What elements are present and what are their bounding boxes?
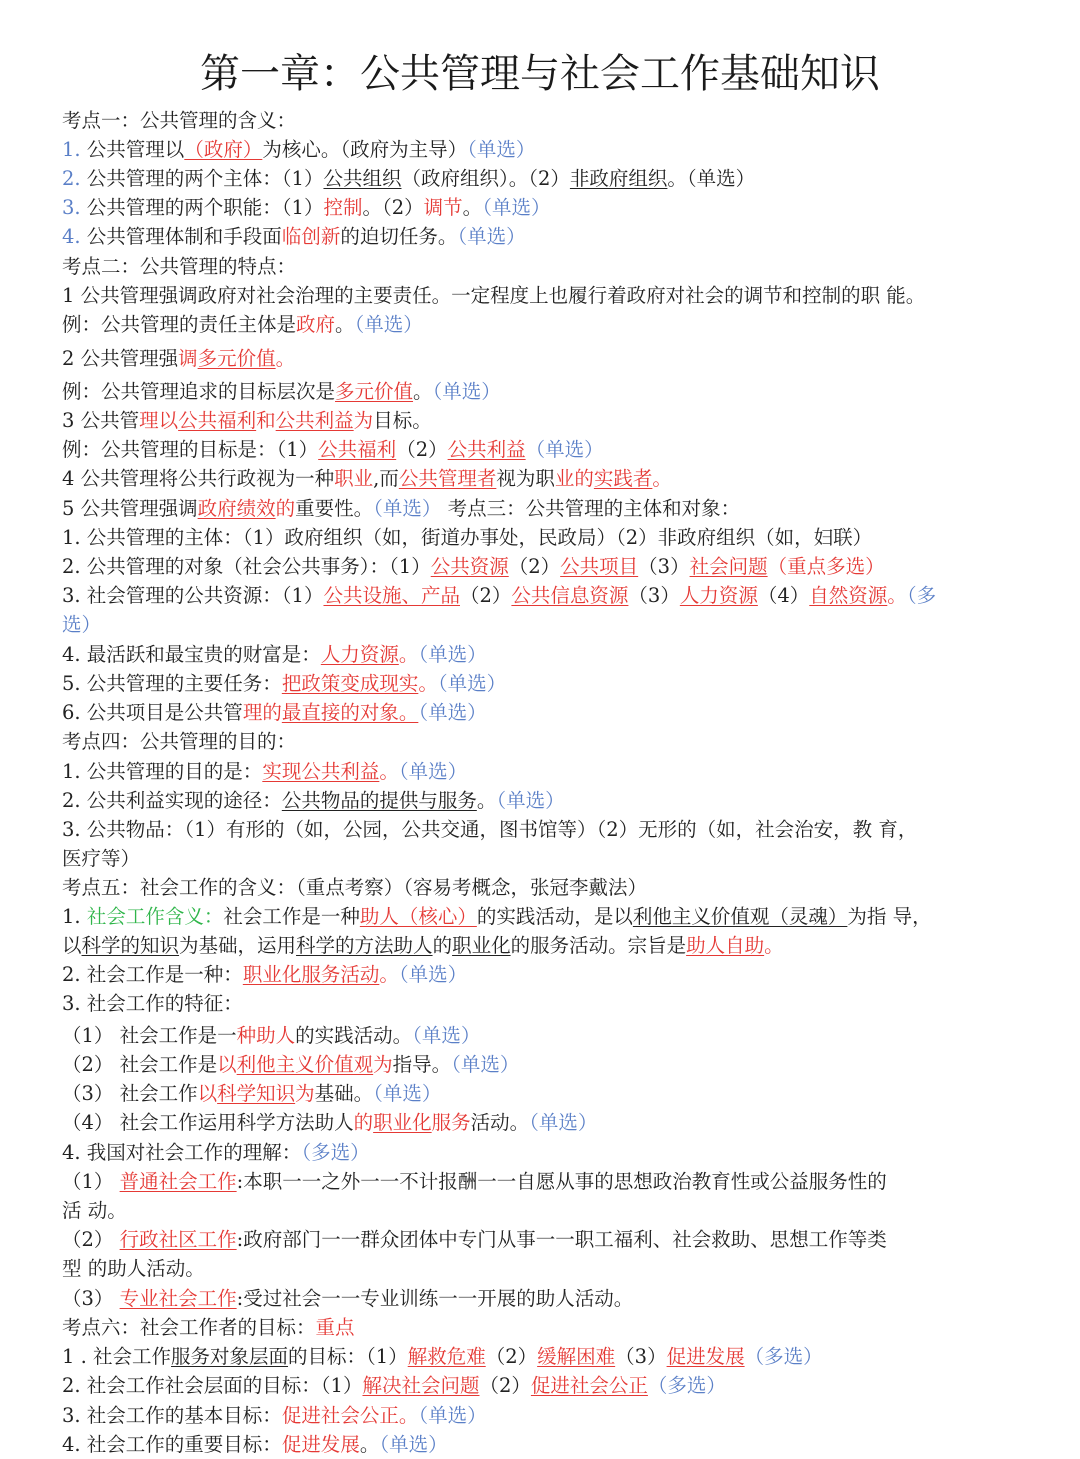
text-segment: （2）: [479, 1374, 531, 1397]
highlighted-text: 。: [275, 347, 296, 370]
text-line: [62, 1430, 1022, 1459]
highlighted-text: （多选）: [744, 1345, 823, 1368]
text-line: [62, 222, 1022, 251]
highlighted-text: 服务: [431, 1111, 471, 1134]
highlighted-text: 科学的方法助人: [296, 934, 433, 957]
text-segment: （2）: [459, 584, 512, 607]
text-segment: ,而: [373, 467, 399, 490]
highlighted-text: （多选）: [647, 1374, 726, 1397]
text-segment: 活动。: [470, 1111, 530, 1134]
text-line: [62, 844, 1022, 873]
highlighted-text: 为: [373, 1053, 393, 1076]
text-line: [62, 727, 1022, 756]
text-segment: 公共管理的两个主体：（1）: [80, 167, 324, 190]
text-segment: 的服务活动。宗旨是: [510, 934, 687, 957]
highlighted-text: 调节: [423, 196, 463, 219]
highlighted-text: 重点: [315, 1316, 355, 1339]
highlighted-text: 服务对象层面: [171, 1345, 289, 1368]
highlighted-text: 行政社区工作: [119, 1228, 237, 1251]
text-line: [62, 494, 1022, 523]
highlighted-text: （单选）: [379, 1433, 448, 1456]
highlighted-text: 促进发展: [666, 1345, 745, 1368]
highlighted-text: （单选）: [373, 497, 442, 520]
text-segment: 公共管理体制和手段面: [80, 225, 282, 248]
highlighted-text: 职业化: [373, 1111, 432, 1134]
highlighted-text: 和: [256, 409, 276, 432]
text-segment: 。（2）: [362, 196, 424, 219]
highlighted-text: （单选）: [418, 701, 487, 724]
text-line: [62, 435, 1022, 464]
text-segment: 。: [413, 380, 433, 403]
highlighted-text: （单选）: [354, 313, 423, 336]
text-segment: :政府部门一一群众团体中专门从事一一职工福利、社会救助、思想工作等类: [236, 1228, 887, 1251]
highlighted-text: （单选）: [496, 789, 565, 812]
highlighted-text: 的: [353, 1111, 374, 1134]
text-segment: 公共管理的两个职能：（1）: [80, 196, 324, 219]
highlighted-text: 把政策变成现实: [281, 672, 419, 695]
text-segment: 考点五：社会工作的含义：（重点考察）（容易考概念，张冠李戴法）: [62, 876, 648, 899]
text-segment: 考点六：社会工作者的目标：: [62, 1316, 316, 1339]
text-segment: 视为职: [496, 467, 555, 490]
highlighted-text: 助人（核心）: [359, 905, 477, 928]
text-segment: 指导。: [392, 1053, 452, 1076]
highlighted-text: 自然资源: [809, 584, 888, 607]
highlighted-text: （单选）: [418, 1404, 487, 1427]
text-segment: 的实践活动。: [295, 1024, 413, 1047]
highlighted-text: 社会工作含义：: [86, 905, 224, 928]
text-segment: （4）: [757, 584, 810, 607]
highlighted-text: （单选）: [529, 1111, 598, 1134]
text-segment: 1. 公共管理的主体：（1）政府组织（如，街道办事处，民政局）（2）非政府组织（如，妇联）: [62, 526, 873, 549]
highlighted-text: 政府: [296, 313, 336, 336]
text-line: [62, 786, 1022, 815]
text-segment: 1. 公共管理的目的是：: [62, 760, 263, 783]
page-title: 第一章：公共管理与社会工作基础知识: [200, 51, 880, 97]
text-segment: 5 公共管理强调: [62, 497, 198, 520]
text-segment: 。: [359, 1433, 380, 1456]
text-segment: :受过社会一一专业训练一一开展的助人活动。: [236, 1287, 634, 1310]
highlighted-text: 调: [178, 347, 198, 370]
highlighted-text: 。: [379, 963, 399, 986]
text-segment: 。: [335, 313, 355, 336]
highlighted-text: 。: [418, 672, 438, 695]
text-segment: 6. 公共项目是公共管: [62, 701, 243, 724]
text-line: [62, 1254, 1022, 1283]
highlighted-text: 种助人: [236, 1024, 296, 1047]
text-line: [62, 310, 1022, 339]
text-line: [62, 931, 1022, 960]
highlighted-text: 促进社会公正: [281, 1404, 399, 1427]
highlighted-text: （单选）: [398, 760, 468, 783]
highlighted-text: （多: [906, 584, 937, 607]
highlighted-text: 非政府组织: [569, 167, 668, 190]
text-line: [62, 610, 1022, 639]
text-segment: （1） 社会工作是一: [62, 1024, 237, 1047]
text-segment: （1）: [62, 1170, 120, 1193]
text-segment: （3）: [638, 555, 690, 578]
highlighted-text: （单选）: [437, 672, 507, 695]
text-line: [62, 815, 1022, 844]
text-segment: 为指 导，: [847, 905, 932, 928]
highlighted-text: （单选）: [525, 438, 604, 461]
text-line: [62, 106, 1022, 135]
text-segment: 3 公共管: [62, 409, 140, 432]
text-line: [62, 757, 1022, 786]
highlighted-text: 利他主义价值观: [236, 1053, 374, 1076]
text-line: [62, 1079, 1022, 1108]
text-segment: （3）: [628, 584, 680, 607]
text-segment: 2. 公共利益实现的途径：: [62, 789, 282, 812]
highlighted-text: 临创新: [281, 225, 341, 248]
highlighted-text: （单选）: [482, 196, 551, 219]
highlighted-text: 公共福利: [318, 438, 397, 461]
highlighted-text: 多元价值: [197, 347, 276, 370]
text-segment: 社会工作是一种: [223, 905, 360, 928]
highlighted-text: 人力资源: [320, 643, 399, 666]
text-line: [62, 698, 1022, 727]
highlighted-text: （单选）: [432, 380, 501, 403]
highlighted-text: 缓解困难: [537, 1345, 616, 1368]
highlighted-text: 公共利益: [275, 409, 354, 432]
highlighted-text: 。: [398, 1404, 419, 1427]
text-segment: （3） 社会工作: [62, 1082, 198, 1105]
highlighted-text: 选）: [62, 613, 102, 636]
highlighted-text: 多元价值: [335, 380, 414, 403]
text-segment: 例：公共管理追求的目标层次是: [62, 380, 336, 403]
text-line: [62, 640, 1022, 669]
highlighted-text: 。: [398, 643, 419, 666]
text-segment: 考点二：公共管理的特点：: [62, 255, 297, 278]
text-segment: 的迫切任务。: [340, 225, 458, 248]
highlighted-text: （单选）: [398, 963, 468, 986]
text-segment: （2）: [396, 438, 448, 461]
text-segment: （2）: [508, 555, 561, 578]
text-segment: 3. 社会管理的公共资源：（1）: [62, 584, 324, 607]
text-segment: 重要性。: [295, 497, 374, 520]
text-segment: 型 的助人活动。: [62, 1257, 205, 1280]
text-line: [62, 1108, 1022, 1137]
text-segment: 医疗等）: [62, 847, 141, 870]
highlighted-text: （政府）: [184, 138, 263, 161]
text-segment: （2）: [62, 1228, 120, 1251]
text-segment: 基础。: [314, 1082, 374, 1105]
highlighted-text: 人力资源: [679, 584, 758, 607]
highlighted-text: 以: [217, 1053, 237, 1076]
text-segment: 例：公共管理的责任主体是: [62, 313, 297, 336]
highlighted-text: 公共项目: [560, 555, 639, 578]
highlighted-text: 职业: [334, 467, 374, 490]
highlighted-text: （单选）: [451, 1053, 520, 1076]
highlighted-text: 公共管理者: [398, 467, 497, 490]
text-segment: 公共管理以: [80, 138, 185, 161]
highlighted-text: 理的: [242, 701, 282, 724]
text-segment: 3. 社会工作的基本目标：: [62, 1404, 282, 1427]
text-line: [62, 377, 1022, 406]
text-line: [62, 1284, 1022, 1313]
text-line: [62, 523, 1022, 552]
text-segment: 为基础，运用: [179, 934, 297, 957]
text-line: [62, 1138, 1022, 1167]
highlighted-text: 。: [764, 934, 784, 957]
highlighted-text: 促进社会公正: [530, 1374, 648, 1397]
text-line: [62, 1196, 1022, 1225]
text-segment: （3）: [62, 1287, 120, 1310]
text-line: [62, 1401, 1022, 1430]
highlighted-text: 为: [353, 409, 374, 432]
highlighted-text: 公共物品的提供与服务: [281, 789, 477, 812]
text-segment: 。（单选）: [667, 167, 756, 190]
text-line: [62, 1313, 1022, 1342]
text-line: [62, 960, 1022, 989]
text-segment: 的目标：（1）: [288, 1345, 408, 1368]
highlighted-text: （单选）: [457, 225, 526, 248]
text-segment: 2. 社会工作社会层面的目标：（1）: [62, 1374, 363, 1397]
highlighted-text: 公共资源: [430, 555, 509, 578]
highlighted-text: 1.: [62, 138, 81, 161]
text-line: [62, 902, 1022, 931]
text-line: [62, 464, 1022, 493]
highlighted-text: 实现公共利益: [262, 760, 380, 783]
text-segment: 考点一：公共管理的含义：: [62, 109, 297, 132]
highlighted-text: 科学的知识: [81, 934, 180, 957]
highlighted-text: 解救危难: [407, 1345, 486, 1368]
highlighted-text: 2.: [62, 167, 81, 190]
text-line: [62, 252, 1022, 281]
highlighted-text: 公共福利: [178, 409, 257, 432]
text-line: [62, 1050, 1022, 1079]
text-segment: （3）: [615, 1345, 667, 1368]
text-segment: （2） 社会工作是: [62, 1053, 218, 1076]
highlighted-text: （单选）: [418, 643, 487, 666]
highlighted-text: 以: [197, 1082, 218, 1105]
text-line: [62, 1225, 1022, 1254]
highlighted-text: 职业化: [452, 934, 511, 957]
text-line: [62, 406, 1022, 435]
highlighted-text: （单选）: [467, 138, 536, 161]
text-line: [62, 344, 1022, 373]
highlighted-text: 促进发展: [281, 1433, 360, 1456]
text-line: [62, 281, 1022, 310]
text-segment: 活 动。: [62, 1199, 127, 1222]
text-segment: 考点四：公共管理的目的：: [62, 730, 297, 753]
text-segment: 4. 社会工作的重要目标：: [62, 1433, 282, 1456]
highlighted-text: （重点多选）: [767, 555, 885, 578]
highlighted-text: 为: [295, 1082, 315, 1105]
highlighted-text: 政府绩效: [197, 497, 276, 520]
text-segment: 3. 社会工作的特征：: [62, 992, 243, 1015]
highlighted-text: （多选）: [301, 1141, 370, 1164]
text-line: [62, 873, 1022, 902]
text-segment: 5. 公共管理的主要任务：: [62, 672, 282, 695]
text-segment: 3. 公共物品：（1）有形的（如，公园，公共交通，图书馆等）（2）无形的（如，社会治安，教 育，: [62, 818, 918, 841]
highlighted-text: 解决社会问题: [362, 1374, 480, 1397]
highlighted-text: 。: [887, 584, 907, 607]
text-line: [62, 1021, 1022, 1050]
highlighted-text: 普通社会工作: [119, 1170, 237, 1193]
text-segment: （4） 社会工作运用科学方法助人: [62, 1111, 354, 1134]
text-segment: 为核心。（政府为主导）: [262, 138, 468, 161]
highlighted-text: 公共利益: [447, 438, 526, 461]
highlighted-text: 。: [652, 467, 672, 490]
highlighted-text: （单选）: [373, 1082, 442, 1105]
text-segment: :本职一一之外一一不计报酬一一自愿从事的思想政治教育性或公益服务性的: [236, 1170, 887, 1193]
text-segment: 2. 社会工作是一种：: [62, 963, 243, 986]
text-line: [62, 164, 1022, 193]
text-segment: 1.: [62, 905, 87, 928]
highlighted-text: 3.: [62, 196, 81, 219]
highlighted-text: 职业化服务活动: [242, 963, 380, 986]
text-segment: 。: [462, 196, 483, 219]
highlighted-text: 4.: [62, 225, 81, 248]
highlighted-text: 公共信息资源: [511, 584, 629, 607]
highlighted-text: 公共组织: [323, 167, 402, 190]
text-segment: 1 . 社会工作: [62, 1345, 172, 1368]
highlighted-text: 公共设施、产品: [323, 584, 460, 607]
highlighted-text: 控制: [323, 196, 363, 219]
highlighted-text: 业的: [554, 467, 594, 490]
text-segment: 例：公共管理的目标是：（1）: [62, 438, 319, 461]
text-segment: 2 公共管理强: [62, 347, 179, 370]
text-line: [62, 552, 1022, 581]
highlighted-text: 理以: [139, 409, 179, 432]
text-segment: 考点三：公共管理的主体和对象：: [441, 497, 741, 520]
highlighted-text: 科学知识: [217, 1082, 296, 1105]
highlighted-text: 。: [379, 760, 399, 783]
highlighted-text: 专业社会工作: [119, 1287, 237, 1310]
text-line: [62, 1342, 1022, 1371]
text-segment: 4. 最活跃和最宝贵的财富是：: [62, 643, 321, 666]
highlighted-text: 利他主义价值观（灵魂）: [632, 905, 848, 928]
text-segment: （2）: [485, 1345, 538, 1368]
text-segment: 的实践活动，是以: [476, 905, 633, 928]
text-line: [62, 1167, 1022, 1196]
text-line: [62, 1371, 1022, 1400]
text-segment: 1 公共管理强调政府对社会治理的主要责任。一定程度上也履行着政府对社会的调节和控制的职 能。: [62, 284, 926, 307]
text-line: [62, 581, 1022, 610]
highlighted-text: 最直接的对象。: [281, 701, 419, 724]
highlighted-text: 助人自助: [686, 934, 765, 957]
text-segment: 的: [432, 934, 453, 957]
text-segment: 4 公共管理将公共行政视为一种: [62, 467, 335, 490]
text-segment: （政府组织）。（2）: [401, 167, 570, 190]
text-segment: 。: [476, 789, 497, 812]
text-segment: 以: [62, 934, 82, 957]
text-segment: 目标。: [373, 409, 432, 432]
highlighted-text: （单选）: [412, 1024, 481, 1047]
highlighted-text: 社会问题: [689, 555, 768, 578]
text-segment: 4. 我国对社会工作的理解：: [62, 1141, 302, 1164]
text-line: [62, 989, 1022, 1018]
text-segment: 2. 公共管理的对象（社会公共事务）：（1）: [62, 555, 431, 578]
text-line: [62, 135, 1022, 164]
text-line: [62, 193, 1022, 222]
highlighted-text: 的: [275, 497, 296, 520]
text-line: [62, 669, 1022, 698]
highlighted-text: 实践者: [593, 467, 653, 490]
